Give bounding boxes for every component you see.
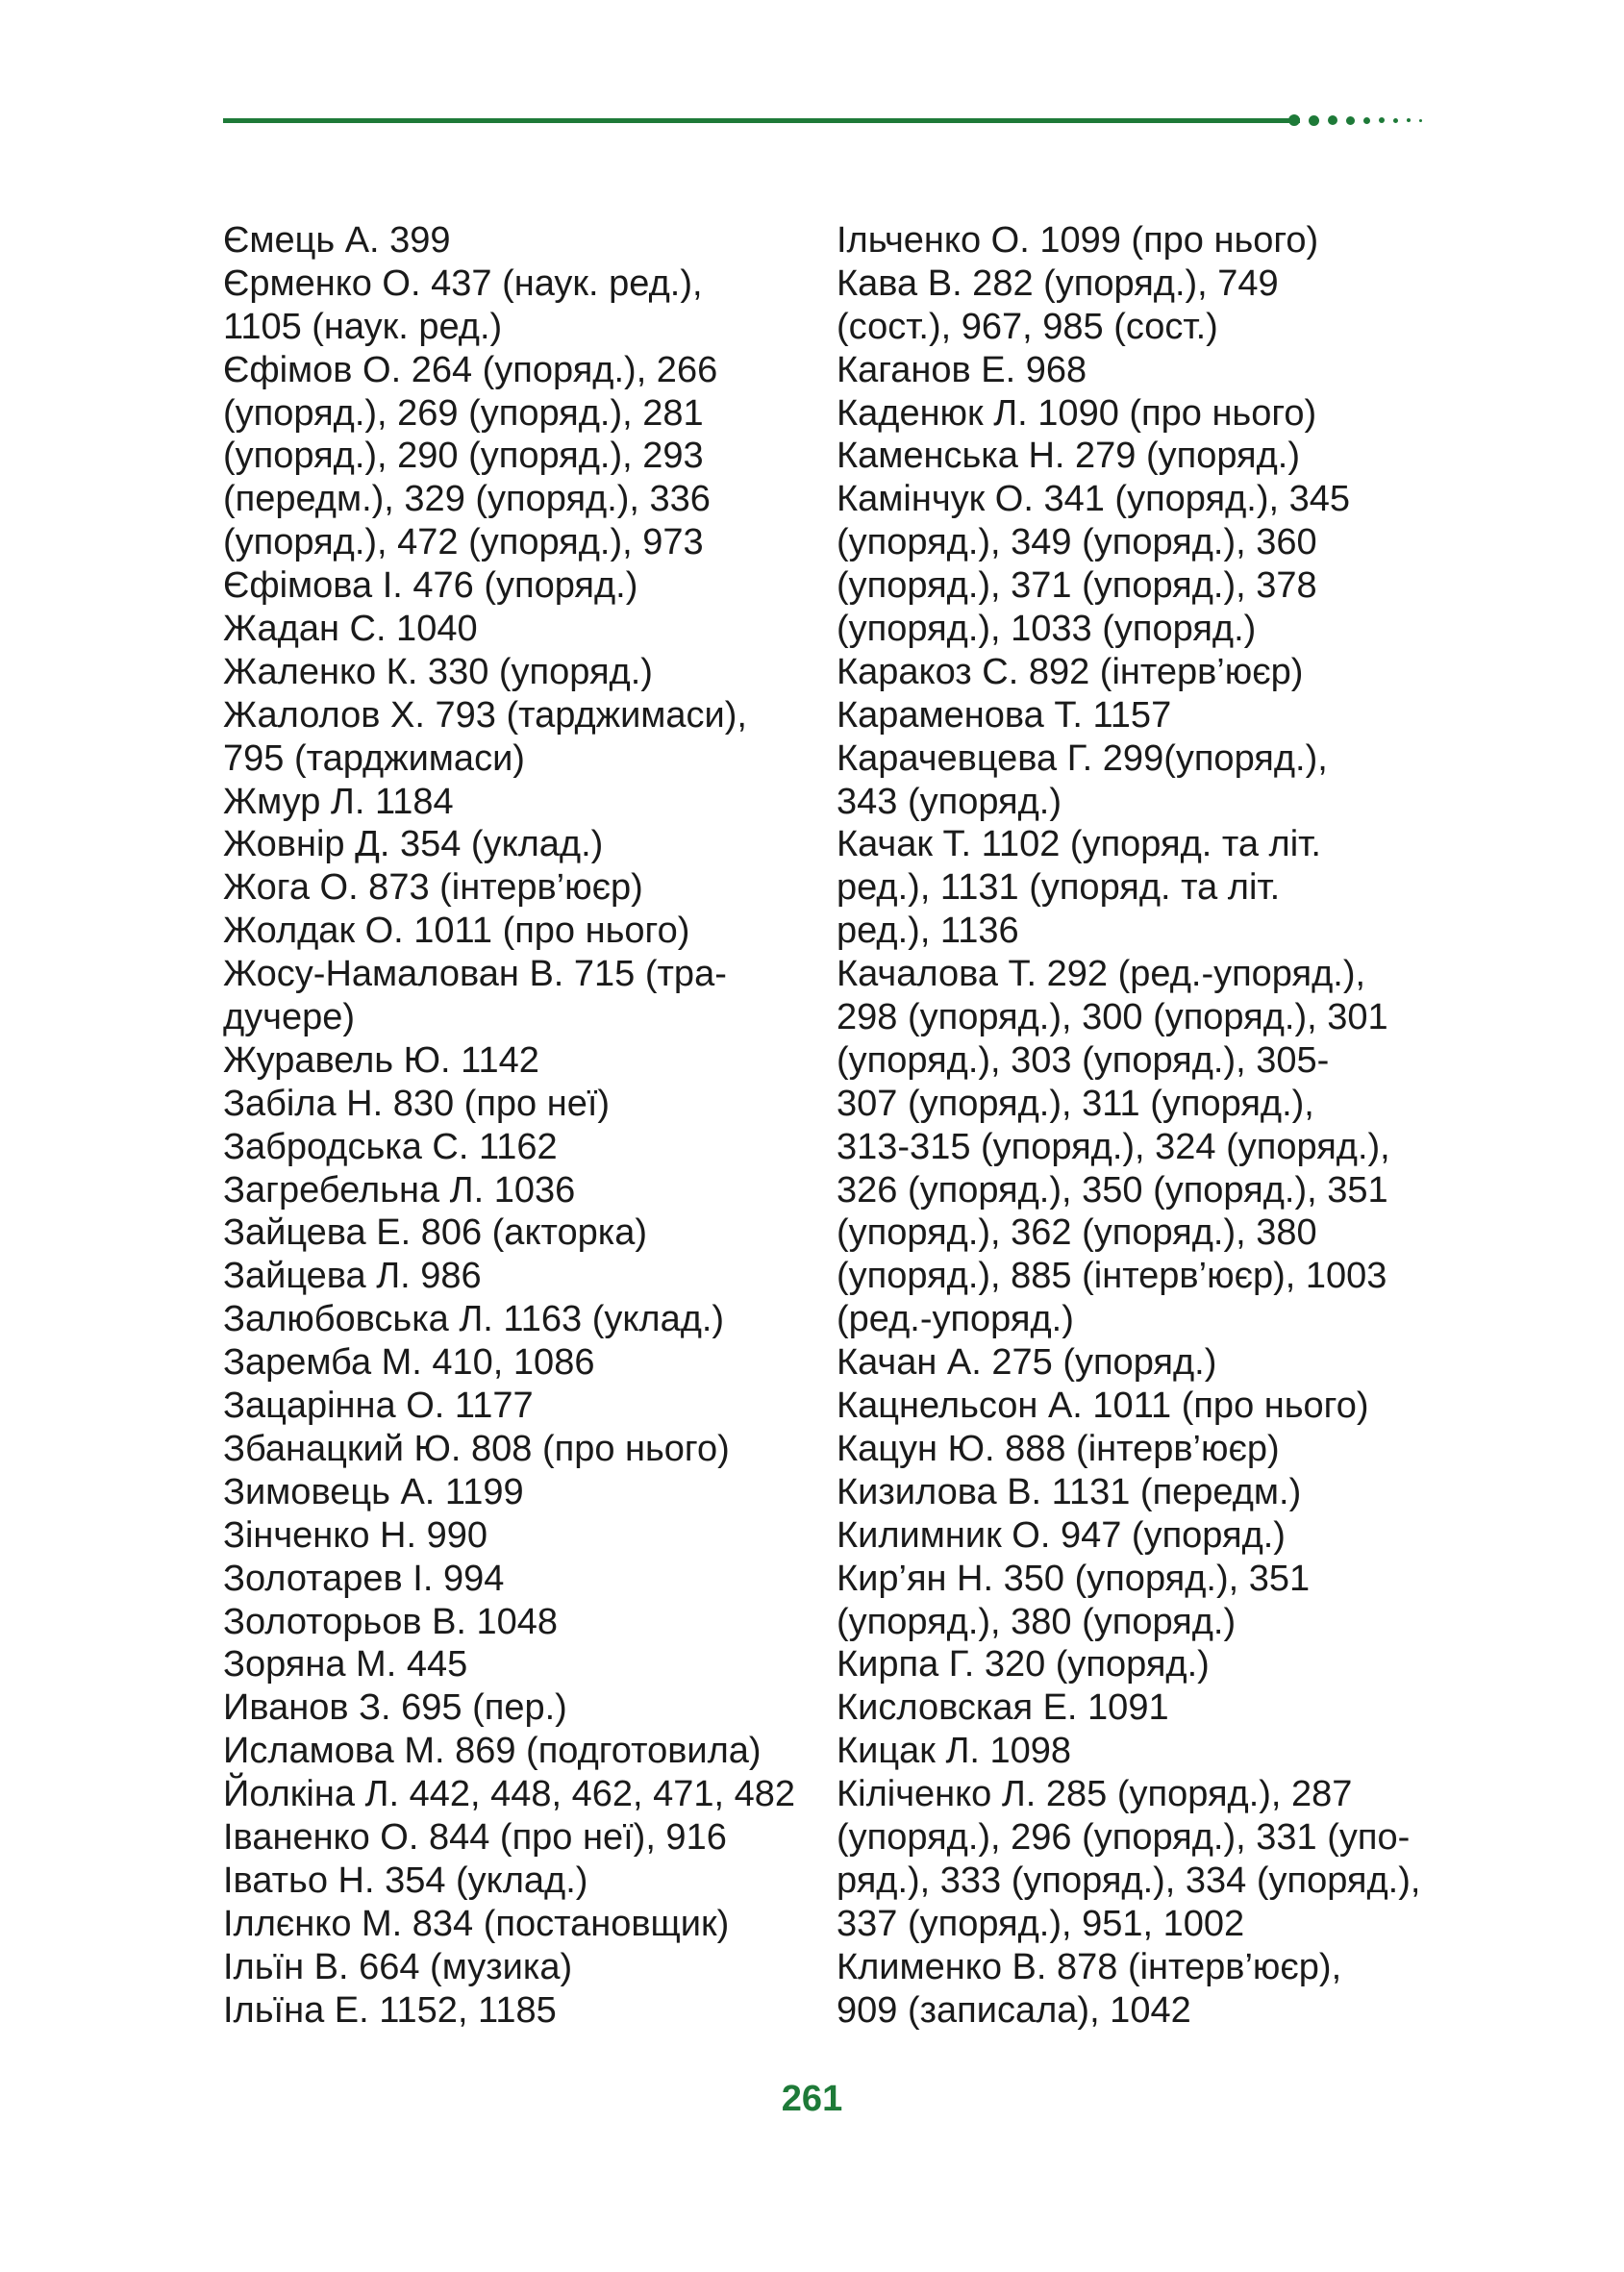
index-line: Качак Т. 1102 (упоряд. та літ. <box>837 824 1321 865</box>
index-line: Карачевцева Г. 299(упоряд.), <box>837 737 1328 779</box>
index-line: Кіліченко Л. 285 (упоряд.), 287 <box>837 1774 1353 1815</box>
index-line: Єфімов О. 264 (упоряд.), 266 <box>223 349 718 390</box>
dot <box>1407 118 1411 122</box>
index-line: Кирпа Г. 320 (упоряд.) <box>837 1644 1210 1685</box>
dot <box>1309 115 1319 126</box>
index-line: (упоряд.), 296 (упоряд.), 331 (упо- <box>837 1816 1411 1858</box>
index-line: Каменська Н. 279 (упоряд.) <box>837 436 1301 477</box>
index-line: (передм.), 329 (упоряд.), 336 <box>223 479 711 520</box>
index-line: Збанацкий Ю. 808 (про нього) <box>223 1428 730 1469</box>
index-line: 343 (упоряд.) <box>837 781 1062 822</box>
index-line: Кир’ян Н. 350 (упоряд.), 351 <box>837 1558 1311 1599</box>
index-line: (сост.), 967, 985 (сост.) <box>837 306 1218 347</box>
index-line: Иванов З. 695 (пер.) <box>223 1687 567 1729</box>
index-line: Заремба М. 410, 1086 <box>223 1342 595 1384</box>
index-line: Зайцева Л. 986 <box>223 1256 482 1297</box>
index-line: 298 (упоряд.), 300 (упоряд.), 301 <box>837 997 1388 1038</box>
index-line: Жалолов Х. 793 (тарджимаси), <box>223 694 747 736</box>
index-line: Жаленко К. 330 (упоряд.) <box>223 651 653 692</box>
dot <box>1288 114 1300 126</box>
index-line: Каденюк Л. 1090 (про нього) <box>837 392 1317 434</box>
index-line: ряд.), 333 (упоряд.), 334 (упоряд.), <box>837 1860 1421 1901</box>
index-line: дучере) <box>223 997 356 1038</box>
index-line: Йолкіна Л. 442, 448, 462, 471, 482 <box>223 1774 796 1815</box>
index-line: Загребельна Л. 1036 <box>223 1169 576 1211</box>
index-line: Каракоз С. 892 (інтерв’юєр) <box>837 651 1304 692</box>
index-line: Кисловская Е. 1091 <box>837 1687 1169 1729</box>
index-line: Забіла Н. 830 (про неї) <box>223 1083 611 1124</box>
index-line: 909 (записала), 1042 <box>837 1989 1191 2031</box>
index-line: Кава В. 282 (упоряд.), 749 <box>837 262 1279 304</box>
index-line: Кизилова В. 1131 (передм.) <box>837 1471 1302 1512</box>
dot <box>1419 119 1422 122</box>
index-line: Качан А. 275 (упоряд.) <box>837 1342 1217 1384</box>
index-line: Єрменко О. 437 (наук. ред.), <box>223 262 703 304</box>
index-line: Іватьо Н. 354 (уклад.) <box>223 1860 588 1901</box>
index-line: (упоряд.), 885 (інтерв’юєр), 1003 <box>837 1256 1387 1297</box>
index-line: Жмур Л. 1184 <box>223 781 454 822</box>
page-number: 261 <box>781 2079 843 2119</box>
dot <box>1328 115 1337 125</box>
index-line: Исламова М. 869 (подготовила) <box>223 1731 762 1772</box>
index-line: Залюбовська Л. 1163 (уклад.) <box>223 1299 725 1340</box>
dot <box>1379 117 1385 123</box>
index-line: Жадан С. 1040 <box>223 609 478 650</box>
index-line: Ільїна Е. 1152, 1185 <box>223 1989 557 2031</box>
index-line: ред.), 1131 (упоряд. та літ. <box>837 867 1281 909</box>
index-line: (ред.-упоряд.) <box>837 1299 1074 1340</box>
index-line: Жолдак О. 1011 (про нього) <box>223 911 690 952</box>
index-line: Клименко В. 878 (інтерв’юєр), <box>837 1946 1342 1987</box>
index-line: Забродська С. 1162 <box>223 1126 558 1167</box>
index-line: Караменова Т. 1157 <box>837 694 1172 736</box>
index-line: Ільченко О. 1099 (про нього) <box>837 220 1319 261</box>
index-line: (упоряд.), 303 (упоряд.), 305- <box>837 1039 1330 1081</box>
index-line: Єфімова І. 476 (упоряд.) <box>223 565 638 607</box>
index-line: (упоряд.), 290 (упоряд.), 293 <box>223 436 704 477</box>
dot <box>1363 117 1370 124</box>
index-line: Каганов Е. 968 <box>837 349 1087 390</box>
index-line: Кицак Л. 1098 <box>837 1731 1072 1772</box>
index-line: (упоряд.), 380 (упоряд.) <box>837 1601 1237 1642</box>
header-rule <box>223 118 1300 123</box>
index-line: (упоряд.), 362 (упоряд.), 380 <box>837 1212 1317 1254</box>
index-line: Килимник О. 947 (упоряд.) <box>837 1514 1286 1556</box>
index-line: Кацнельсон А. 1011 (про нього) <box>837 1386 1369 1427</box>
index-line: Ємець А. 399 <box>223 220 451 261</box>
index-line: 326 (упоряд.), 350 (упоряд.), 351 <box>837 1169 1388 1211</box>
index-line: Журавель Ю. 1142 <box>223 1039 539 1081</box>
dot <box>1393 118 1398 123</box>
index-line: Іллєнко М. 834 (постановщик) <box>223 1903 730 1944</box>
index-line: Камінчук О. 341 (упоряд.), 345 <box>837 479 1350 520</box>
index-line: Зінченко Н. 990 <box>223 1514 487 1556</box>
index-line: Ільїн В. 664 (музика) <box>223 1946 573 1987</box>
index-line: 1105 (наук. ред.) <box>223 306 503 347</box>
index-column-left <box>223 219 819 2032</box>
index-line: 795 (тарджимаси) <box>223 737 525 779</box>
index-line: Жога О. 873 (інтерв’юєр) <box>223 867 643 909</box>
header-dots <box>1288 113 1431 127</box>
index-line: 307 (упоряд.), 311 (упоряд.), <box>837 1083 1314 1124</box>
index-line: Золоторьов В. 1048 <box>223 1601 559 1642</box>
index-line: Зацарінна О. 1177 <box>223 1386 534 1427</box>
index-line: Зимовець А. 1199 <box>223 1471 524 1512</box>
index-line: Качалова Т. 292 (ред.-упоряд.), <box>837 954 1366 995</box>
index-line: Зоряна М. 445 <box>223 1644 468 1685</box>
index-line: (упоряд.), 371 (упоряд.), 378 <box>837 565 1317 607</box>
index-line: Кацун Ю. 888 (інтерв’юєр) <box>837 1428 1280 1469</box>
index-line: Іваненко О. 844 (про неї), 916 <box>223 1816 727 1858</box>
index-line: 337 (упоряд.), 951, 1002 <box>837 1903 1245 1944</box>
index-line: (упоряд.), 349 (упоряд.), 360 <box>837 522 1317 563</box>
index-column-right <box>837 219 1452 2032</box>
dot <box>1346 116 1355 125</box>
index-line: 313-315 (упоряд.), 324 (упоряд.), <box>837 1126 1390 1167</box>
index-line: Зайцева Е. 806 (акторка) <box>223 1212 647 1254</box>
index-line: ред.), 1136 <box>837 911 1019 952</box>
index-line: Жовнір Д. 354 (уклад.) <box>223 824 604 865</box>
index-line: (упоряд.), 269 (упоряд.), 281 <box>223 392 704 434</box>
index-line: Жосу-Намалован В. 715 (тра- <box>223 954 727 995</box>
index-line: (упоряд.), 472 (упоряд.), 973 <box>223 522 704 563</box>
index-line: Золотарев І. 994 <box>223 1558 505 1599</box>
index-line: (упоряд.), 1033 (упоряд.) <box>837 609 1257 650</box>
